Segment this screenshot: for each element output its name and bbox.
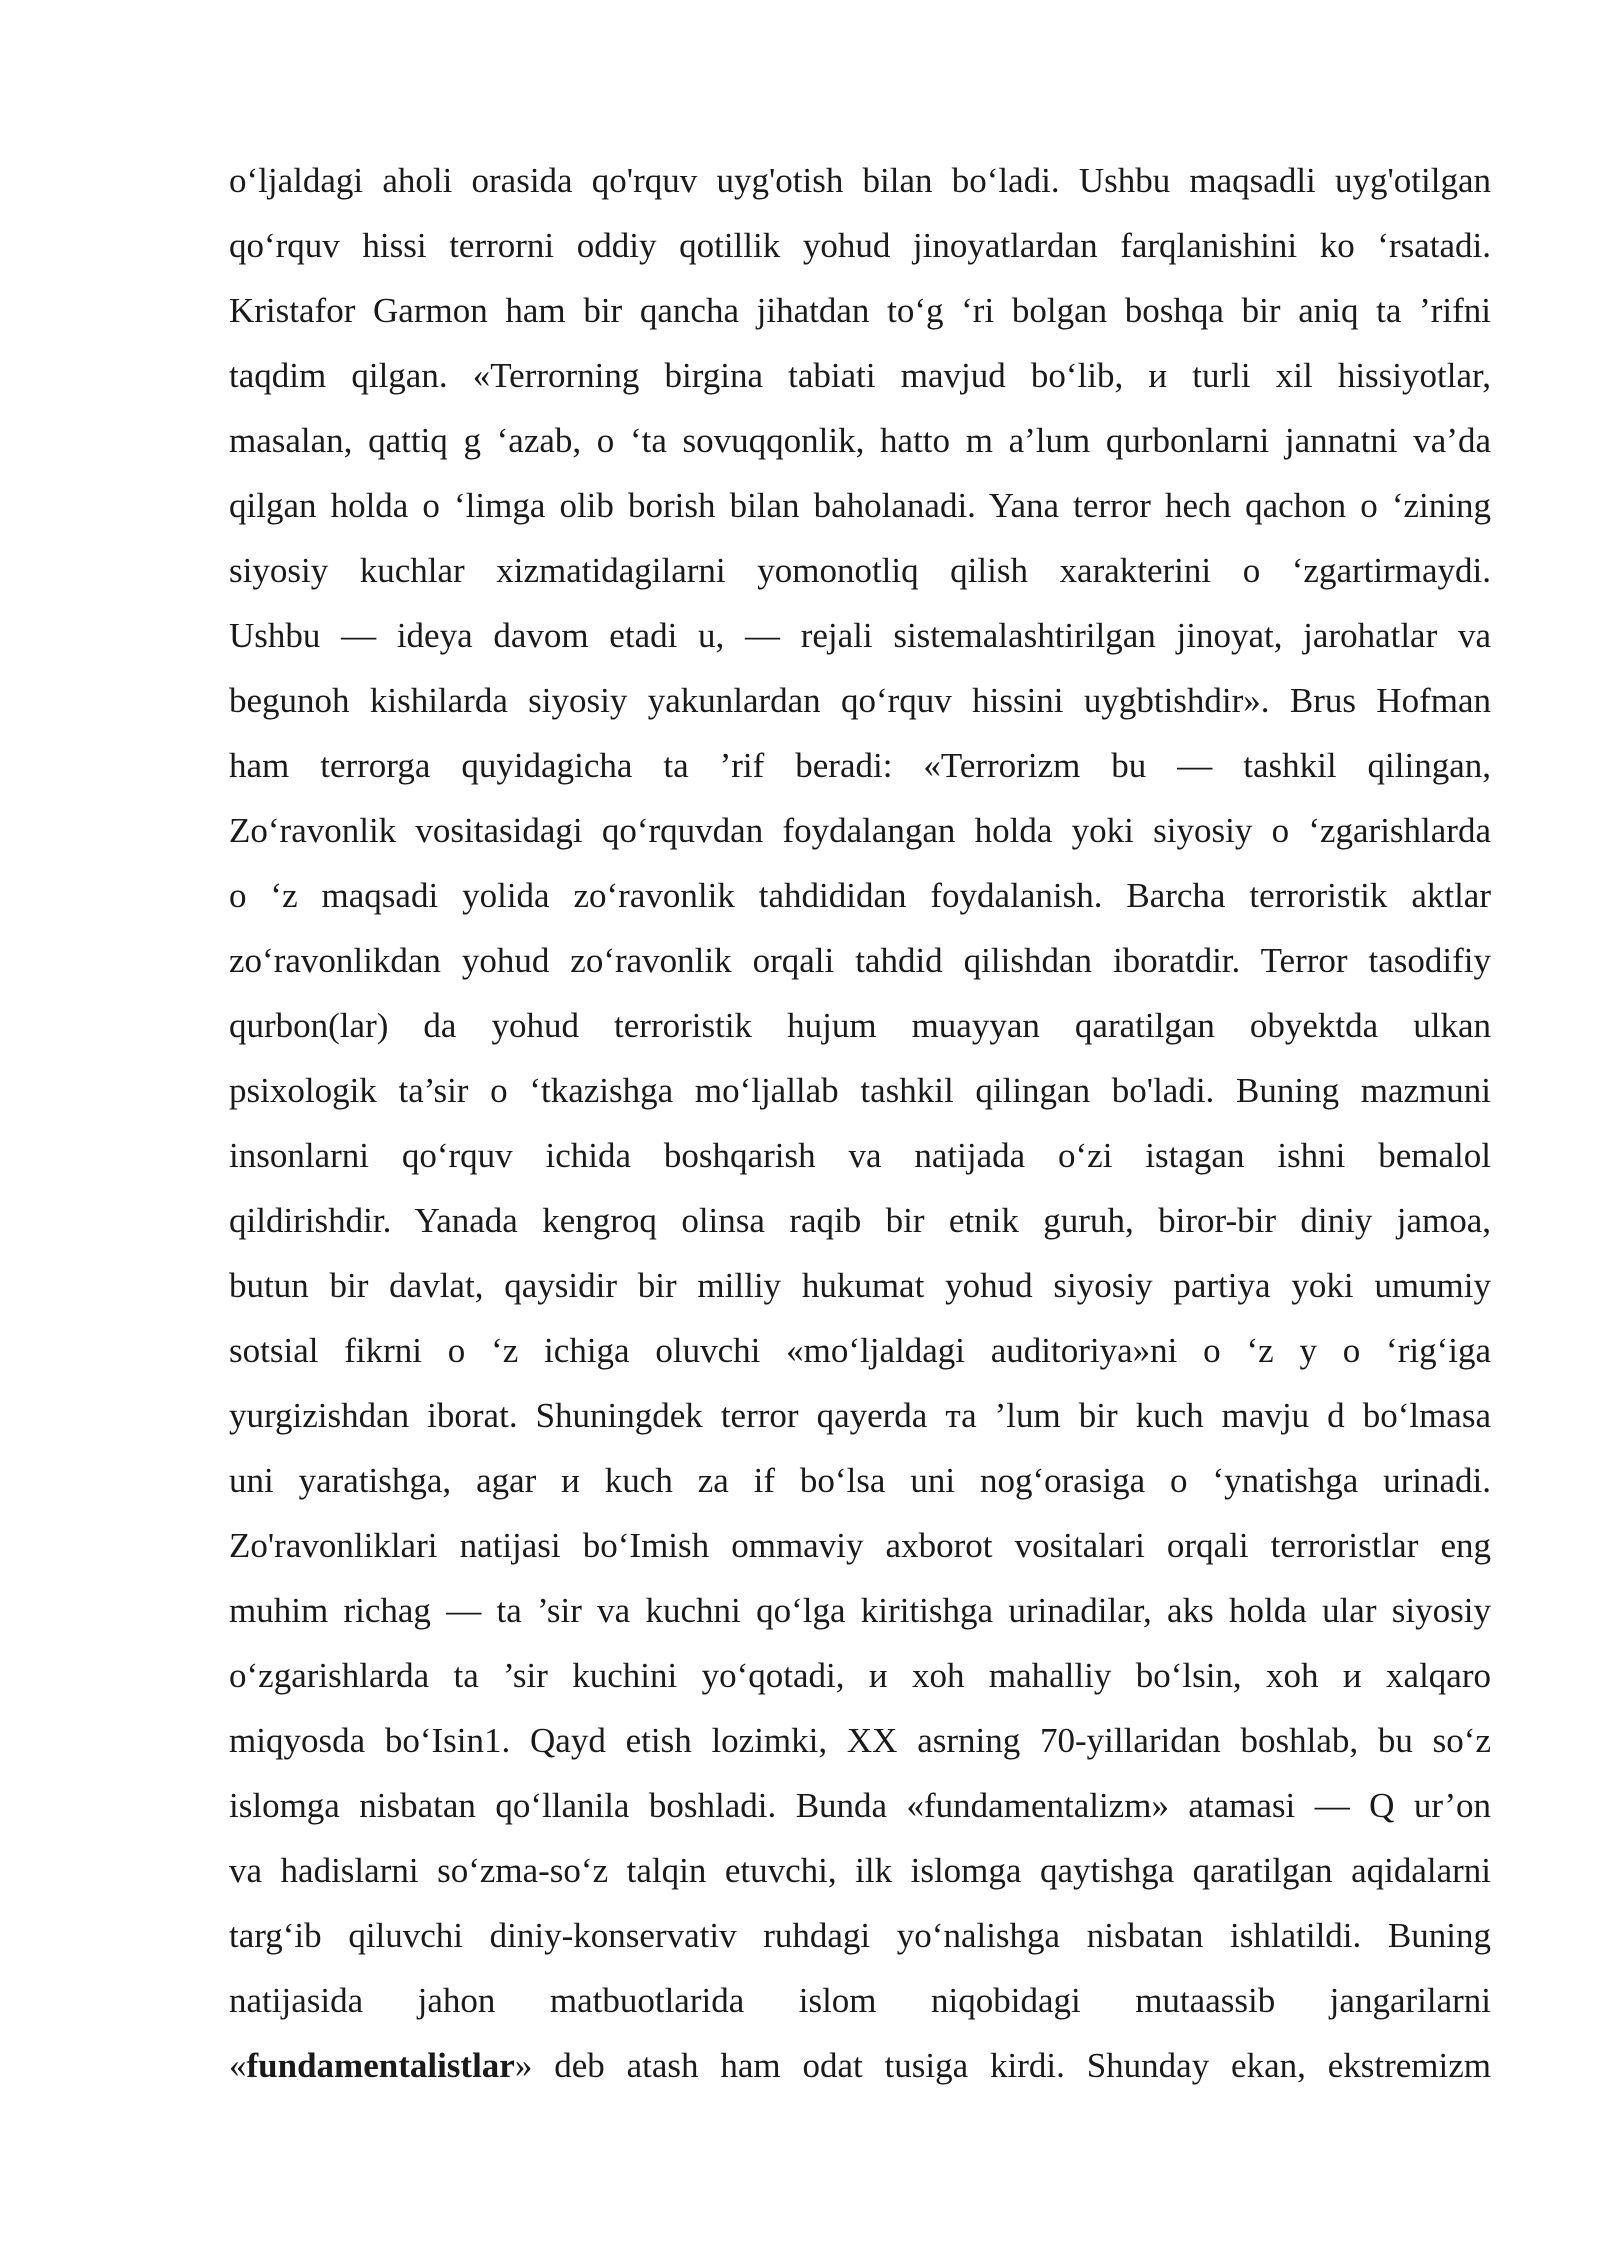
text-line: o ‘z maqsadi yolida zo‘ravonlik tahdididan foydalanish. Barcha terroristik aktlar: [229, 876, 1491, 915]
text-line: ham terrorga quyidagicha ta ’rif beradi: «Terrorizm bu — tashkil qilingan,: [229, 746, 1491, 785]
text-line: taqdim qilgan. «Terrorning birgina tabiati mavjud bo‘lib, и turli xil hissiyotlar,: [229, 356, 1491, 395]
text-line: qurbon(lar) da yohud terroristik hujum muayyan qaratilgan obyektda ulkan: [229, 1006, 1491, 1045]
text-line: muhim richag — ta ’sir va kuchni qo‘lga kiritishga urinadilar, aks holda ular siyosiy: [229, 1591, 1491, 1630]
text-line: islomga nisbatan qo‘llanila boshladi. Bunda «fundamentalizm» atamasi — Q ur’on: [229, 1786, 1491, 1825]
text-line: insonlarni qo‘rquv ichida boshqarish va natijada o‘zi istagan ishni bemalol: [229, 1136, 1491, 1175]
open-quote: «: [229, 2046, 247, 2085]
text-line: Kristafor Garmon ham bir qancha jihatdan to‘g ‘ri bolgan boshqa bir aniq ta ’rifni: [229, 291, 1491, 330]
text-line: miqyosda bo‘Isin1. Qayd etish lozimki, XX asrning 70-yillaridan boshlab, bu so‘z: [229, 1721, 1491, 1760]
text-line: zo‘ravonlikdan yohud zo‘ravonlik orqali tahdid qilishdan iboratdir. Terror tasodifiy: [229, 941, 1491, 980]
bold-term: fundamentalistlar: [246, 2046, 515, 2085]
body-paragraph: [229, 148, 1491, 2098]
text-line: butun bir davlat, qaysidir bir milliy hukumat yohud siyosiy partiya yoki umumiy: [229, 1266, 1491, 1305]
text-line: siyosiy kuchlar xizmatidagilarni yomonotliq qilish xarakterini o ‘zgartirmaydi.: [229, 551, 1491, 590]
text-line: begunoh kishilarda siyosiy yakunlardan qo‘rquv hissini uygbtishdir». Brus Hofman: [229, 681, 1491, 720]
text-line: qilgan holda o ‘limga olib borish bilan baholanadi. Yana terror hech qachon o ‘zining: [229, 486, 1491, 525]
text-line: qo‘rquv hissi terrorni oddiy qotillik yohud jinoyatlardan farqlanishini ko ‘rsatadi.: [229, 226, 1491, 265]
text-line: o‘ljaldagi aholi orasida qo'rquv uyg'otish bilan bo‘ladi. Ushbu maqsadli uyg'otilgan: [229, 161, 1491, 200]
text-line: sotsial fikrni o ‘z ichiga oluvchi «mo‘ljaldagi auditoriya»ni o ‘z y o ‘rig‘iga: [229, 1331, 1491, 1370]
text-line: Zo‘ravonlik vositasidagi qo‘rquvdan foydalangan holda yoki siyosiy o ‘zgarishlarda: [229, 811, 1491, 850]
text-line: o‘zgarishlarda ta ’sir kuchini yo‘qotadi, и xoh mahalliy bo‘lsin, xoh и xalqaro: [229, 1656, 1491, 1695]
text-line: yurgizishdan iborat. Shuningdek terror qayerda та ’lum bir kuch mavju d bo‘lmasa: [229, 1396, 1491, 1435]
text-line: uni yaratishga, agar и kuch za if bo‘lsa uni nog‘orasiga o ‘ynatishga urinadi.: [229, 1461, 1491, 1500]
text-line: va hadislarni so‘zma-so‘z talqin etuvchi, ilk islomga qaytishga qaratilgan aqidalarni: [229, 1851, 1491, 1890]
text-line-final: [229, 2033, 1491, 2098]
line-rest: » deb atash ham odat tusiga kirdi. Shunday ekan, ekstremizm: [514, 2046, 1491, 2085]
text-line: natijasida jahon matbuotlarida islom niqobidagi mutaassib jangarilarni: [229, 1981, 1491, 2020]
text-line: psixologik ta’sir o ‘tkazishga mo‘ljallab tashkil qilingan bo'ladi. Buning mazmuni: [229, 1071, 1491, 1110]
text-line: qildirishdir. Yanada kengroq olinsa raqib bir etnik guruh, biror-bir diniy jamoa,: [229, 1201, 1491, 1240]
text-line: targ‘ib qiluvchi diniy-konservativ ruhdagi yo‘nalishga nisbatan ishlatildi. Buning: [229, 1916, 1491, 1955]
text-line: masalan, qattiq g ‘azab, o ‘ta sovuqqonlik, hatto m a’lum qurbonlarni jannatni va’da: [229, 421, 1491, 460]
text-line: Ushbu — ideya davom etadi u, — rejali sistemalashtirilgan jinoyat, jarohatlar va: [229, 616, 1491, 655]
text-line: Zo'ravonliklari natijasi bo‘Imish ommaviy axborot vositalari orqali terroristlar eng: [229, 1526, 1491, 1565]
